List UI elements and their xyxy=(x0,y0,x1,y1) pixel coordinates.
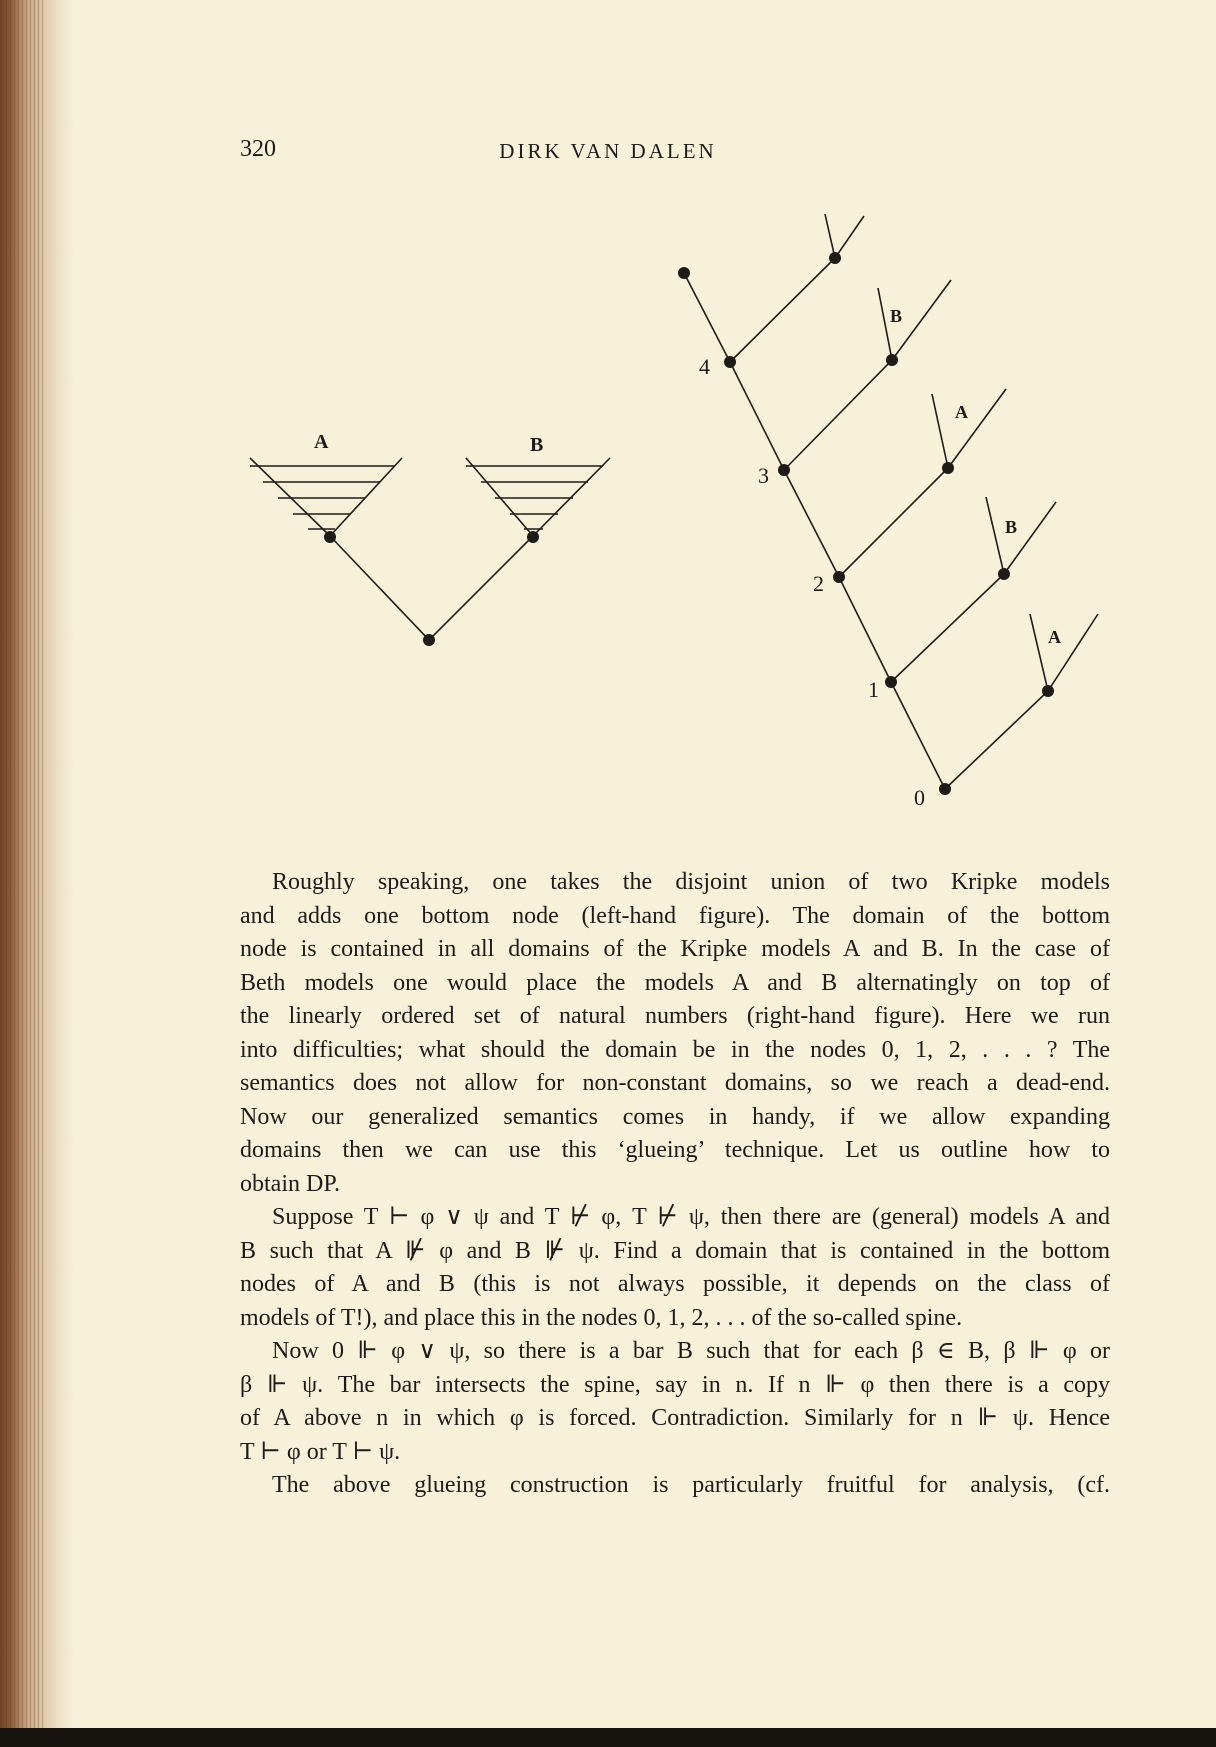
label-model-a: A xyxy=(314,431,329,453)
body-line: Beth models one would place the models A and B alternatingly on top of xyxy=(240,969,1110,996)
branch-node-top xyxy=(829,252,841,264)
spine-node-4 xyxy=(724,356,736,368)
body-line: T ⊢ φ or T ⊢ ψ. xyxy=(240,1438,401,1465)
right-figure-nodes xyxy=(678,252,1054,795)
spine-label-2: 2 xyxy=(813,571,824,596)
body-line: Now 0 ⊩ φ ∨ ψ, so there is a bar B such that for each β ∈ B, β ⊩ φ or xyxy=(272,1338,1110,1364)
body-line: Roughly speaking, one takes the disjoint union of two Kripke models xyxy=(272,869,1110,895)
node-b-root xyxy=(527,531,539,543)
right-figure xyxy=(684,214,1098,789)
body-line: obtain DP. xyxy=(240,1170,341,1197)
label-model-b: B xyxy=(530,434,544,456)
scan-edge xyxy=(0,1728,1216,1747)
spine-label-4: 4 xyxy=(699,354,710,379)
spine-node-1 xyxy=(885,676,897,688)
body-line: B such that A ⊮ φ and B ⊮ ψ. Find a domain that is contained in the bottom xyxy=(240,1237,1110,1264)
running-head: DIRK VAN DALEN xyxy=(499,139,717,163)
spine-label-3: 3 xyxy=(758,463,769,488)
page-number: 320 xyxy=(240,136,276,162)
body-line: β ⊩ ψ. The bar intersects the spine, say in n. If n ⊩ φ then there is a copy xyxy=(240,1371,1111,1398)
body-line: nodes of A and B (this is not always possible, it depends on the class of xyxy=(240,1271,1110,1297)
branch-node-a-lower xyxy=(1042,685,1054,697)
body-line: node is contained in all domains of the Kripke models A and B. In the case of xyxy=(240,936,1110,962)
branch-node-b-upper xyxy=(886,354,898,366)
body-line: of A above n in which φ is forced. Contradiction. Similarly for n ⊩ ψ. Hence xyxy=(240,1405,1110,1431)
branch-label-b-upper: B xyxy=(890,306,903,326)
body-line: models of T!), and place this in the nodes 0, 1, 2, . . . of the so-called spine. xyxy=(240,1304,963,1331)
spine-label-1: 1 xyxy=(868,677,879,702)
left-figure-nodes xyxy=(324,531,539,646)
spine-label-0: 0 xyxy=(914,785,925,810)
node-top-left xyxy=(678,267,690,279)
body-line: the linearly ordered set of natural numbers (right-hand figure). Here we run xyxy=(240,1003,1110,1029)
body-line: and adds one bottom node (left-hand figure). The domain of the bottom xyxy=(240,902,1110,929)
body-line: Suppose T ⊢ φ ∨ ψ and T ⊬ φ, T ⊬ ψ, then there are (general) models A and xyxy=(272,1204,1110,1230)
body-line: domains then we can use this ‘glueing’ technique. Let us outline how to xyxy=(240,1137,1110,1163)
body-text xyxy=(240,866,1110,1503)
spine-node-0 xyxy=(939,783,951,795)
spine-node-3 xyxy=(778,464,790,476)
body-line: semantics does not allow for non-constant domains, so we reach a dead-end. xyxy=(240,1070,1110,1096)
node-a-root xyxy=(324,531,336,543)
kripke-beth-figures xyxy=(0,0,1216,860)
body-line: into difficulties; what should the domain be in the nodes 0, 1, 2, . . . ? The xyxy=(240,1036,1110,1063)
node-bottom xyxy=(423,634,435,646)
left-figure xyxy=(250,458,610,640)
spine-node-2 xyxy=(833,571,845,583)
branch-node-b-lower xyxy=(998,568,1010,580)
branch-label-a-lower: A xyxy=(1048,627,1061,647)
branch-node-a-upper xyxy=(942,462,954,474)
body-line: The above glueing construction is particularly fruitful for analysis, (cf. xyxy=(272,1472,1110,1498)
body-line: Now our generalized semantics comes in handy, if we allow expanding xyxy=(240,1103,1110,1130)
branch-label-a-upper: A xyxy=(955,402,968,422)
branch-label-b-lower: B xyxy=(1005,517,1018,537)
